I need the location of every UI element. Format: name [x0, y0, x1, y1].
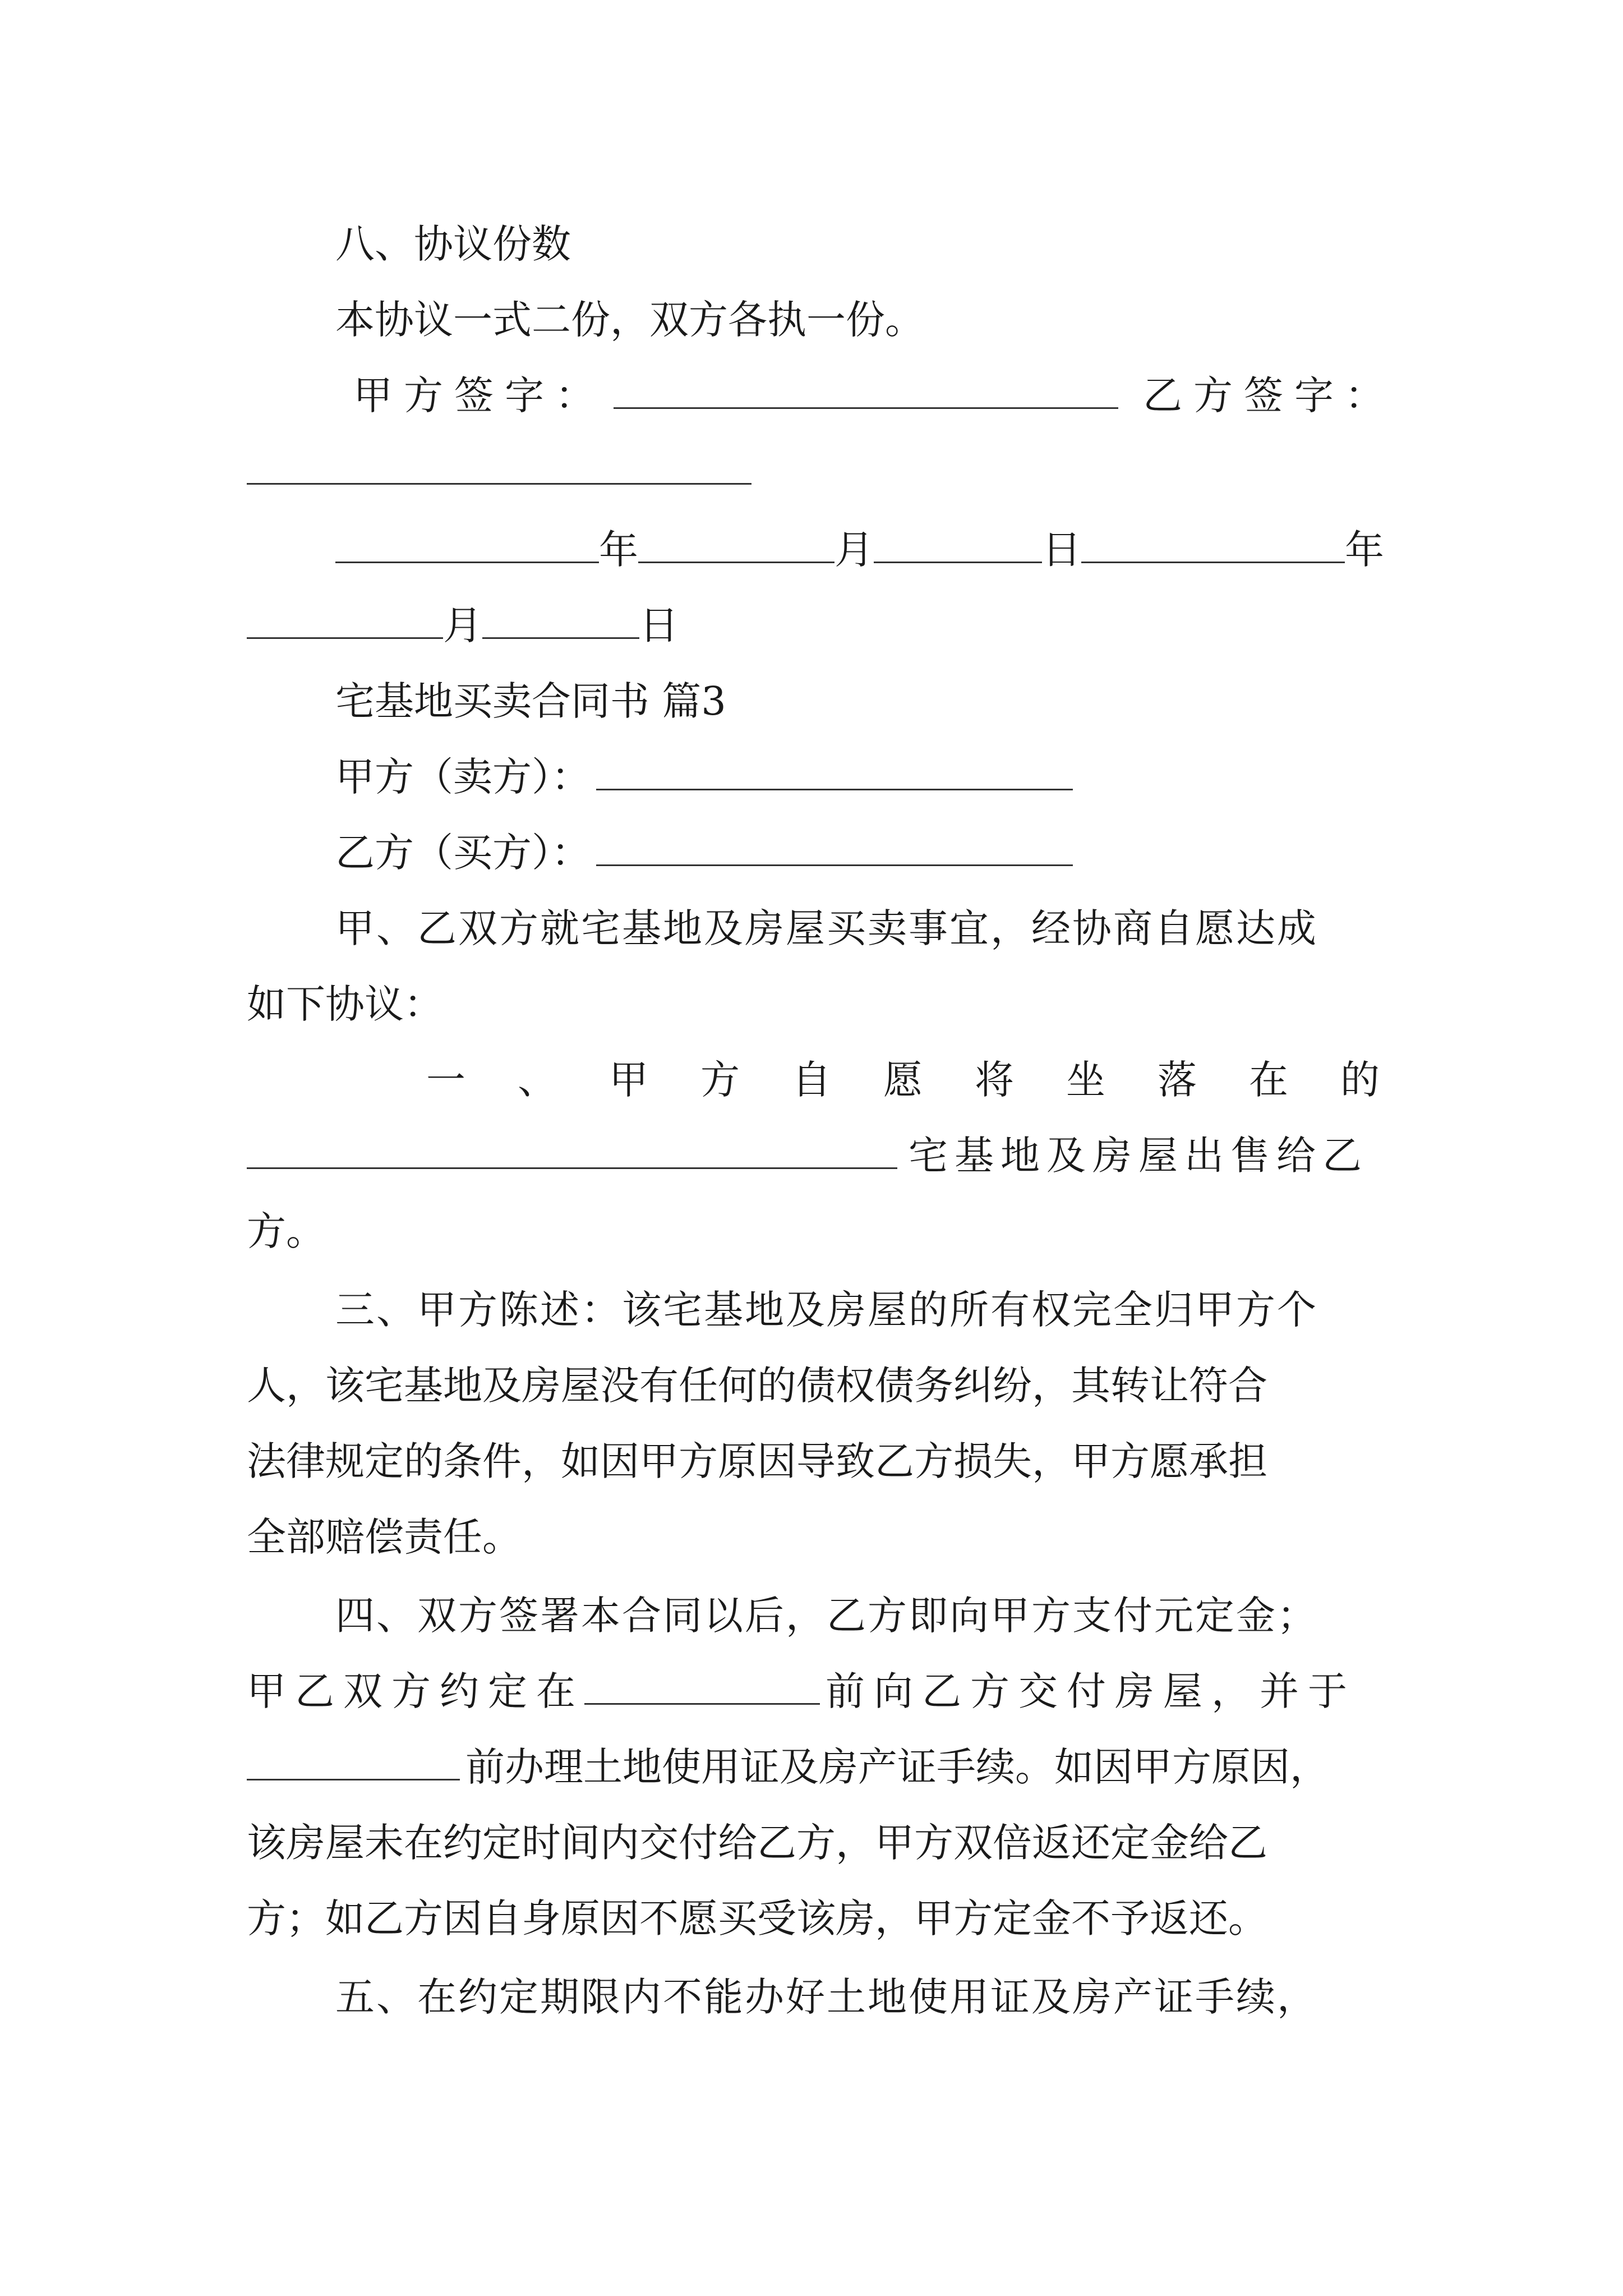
clause-4-line-4: [247, 1815, 1267, 1871]
certificate-date-blank: [247, 1744, 460, 1780]
delivery-date-blank: [584, 1668, 820, 1705]
clause-4-text-2b: 前向乙方交付房屋，并于: [826, 1668, 1356, 1714]
clause-3-text-2: 人，该宅基地及房屋没有任何的债权债务纠纷，其转让符合: [247, 1363, 1267, 1409]
intro-text-1: 甲、乙双方就宅基地及房屋买卖事宜，经协商自愿达成: [335, 905, 1318, 951]
clause-1-char: 愿: [883, 1057, 923, 1103]
month-blank: [638, 527, 834, 563]
property-location-blank: [247, 1133, 897, 1169]
section-heading: [335, 216, 571, 272]
clause-1-text-3: 方。: [247, 1208, 325, 1254]
clause-5-text-1: 五、在约定期限内不能办好土地使用证及房产证手续，: [335, 1974, 1318, 2020]
clause-1-line-1: [426, 1052, 1380, 1108]
intro-text-2: 如下协议：: [247, 981, 443, 1027]
day-blank-2: [482, 602, 639, 639]
intro-line-1: [335, 900, 1378, 956]
paragraph-text: 本协议一式二份，双方各执一份。: [335, 297, 924, 343]
signature-line: [353, 367, 1395, 424]
party-b-label: 乙方（买方）：: [335, 830, 591, 876]
clause-3-text-4: 全部赔偿责任。: [247, 1514, 522, 1560]
clause-4-line-1: [335, 1588, 1318, 1644]
clause-4-line-2: [247, 1663, 1380, 1719]
party-b-signature-label: 乙方签字：: [1143, 372, 1395, 418]
clause-4-text-1: 四、双方签署本合同以后，乙方即向甲方支付元定金；: [335, 1593, 1318, 1639]
clause-1-char: 自: [792, 1057, 831, 1103]
party-a-label: 甲方（卖方）：: [335, 754, 591, 800]
date-line: [335, 522, 1384, 578]
clause-1-char: 坐: [1066, 1057, 1105, 1103]
party-a-name-blank: [596, 754, 1073, 790]
clause-4-line-3: [247, 1739, 1329, 1795]
clause-1-line-3: [247, 1203, 325, 1259]
month-blank-2: [247, 602, 443, 639]
clause-1-text-2: 宅基地及房屋出售给乙: [909, 1133, 1368, 1179]
section-heading-text: 八、协议份数: [335, 221, 571, 267]
day-label: 日: [1042, 527, 1081, 573]
clause-3-text-3: 法律规定的条件，如因甲方原因导致乙方损失，甲方愿承担: [247, 1438, 1267, 1484]
month-label: 月: [834, 527, 874, 573]
party-a-signature-blank: [614, 372, 1118, 409]
article-title: [335, 673, 726, 729]
clause-3-line-4: [247, 1509, 522, 1565]
clause-4-text-5: 方；如乙方因自身原因不愿买受该房，甲方定金不予返还。: [247, 1895, 1267, 1941]
clause-1-char: 方: [700, 1057, 740, 1103]
article-title-text: 宅基地买卖合同书 篇3: [335, 678, 726, 724]
clause-1-char: 、: [518, 1057, 557, 1103]
day-blank: [874, 527, 1042, 563]
clause-4-text-3: 前办理土地使用证及房产证手续。如因甲方原因，: [465, 1744, 1329, 1790]
clause-4-text-4: 该房屋未在约定时间内交付给乙方，甲方双倍返还定金给乙: [247, 1820, 1267, 1866]
clause-1-char: 甲: [609, 1057, 648, 1103]
party-b-name-blank: [596, 830, 1073, 866]
clause-1-char: 一: [426, 1057, 465, 1103]
signature-line-continued: [247, 443, 751, 499]
clause-4-line-5: [247, 1890, 1267, 1947]
clause-1-char: 在: [1249, 1057, 1288, 1103]
clause-1-char: 的: [1340, 1057, 1380, 1103]
clause-3-text-1: 三、甲方陈述：该宅基地及房屋的所有权完全归甲方个: [335, 1287, 1318, 1333]
paragraph: [335, 292, 924, 348]
clause-4-text-2a: 甲乙双方约定在: [247, 1668, 584, 1714]
day-label-2: 日: [639, 602, 679, 648]
party-b-line: [335, 825, 1073, 881]
clause-3-line-1: [335, 1282, 1318, 1338]
clause-1-char: 落: [1158, 1057, 1197, 1103]
month-label-2: 月: [443, 602, 482, 648]
party-a-signature-label: 甲方签字：: [353, 372, 606, 418]
clause-1-char: 将: [975, 1057, 1014, 1103]
clause-5-line-1: [335, 1969, 1318, 2025]
party-b-signature-blank: [247, 448, 751, 485]
intro-line-2: [247, 976, 443, 1032]
clause-1-line-2: [247, 1128, 1380, 1184]
year-label-2: 年: [1345, 527, 1384, 573]
year-blank: [335, 527, 599, 563]
year-blank-2: [1081, 527, 1345, 563]
clause-3-line-2: [247, 1358, 1267, 1414]
party-a-line: [335, 749, 1073, 805]
clause-3-line-3: [247, 1433, 1267, 1489]
year-label: 年: [599, 527, 638, 573]
date-line-continued: [247, 597, 679, 654]
